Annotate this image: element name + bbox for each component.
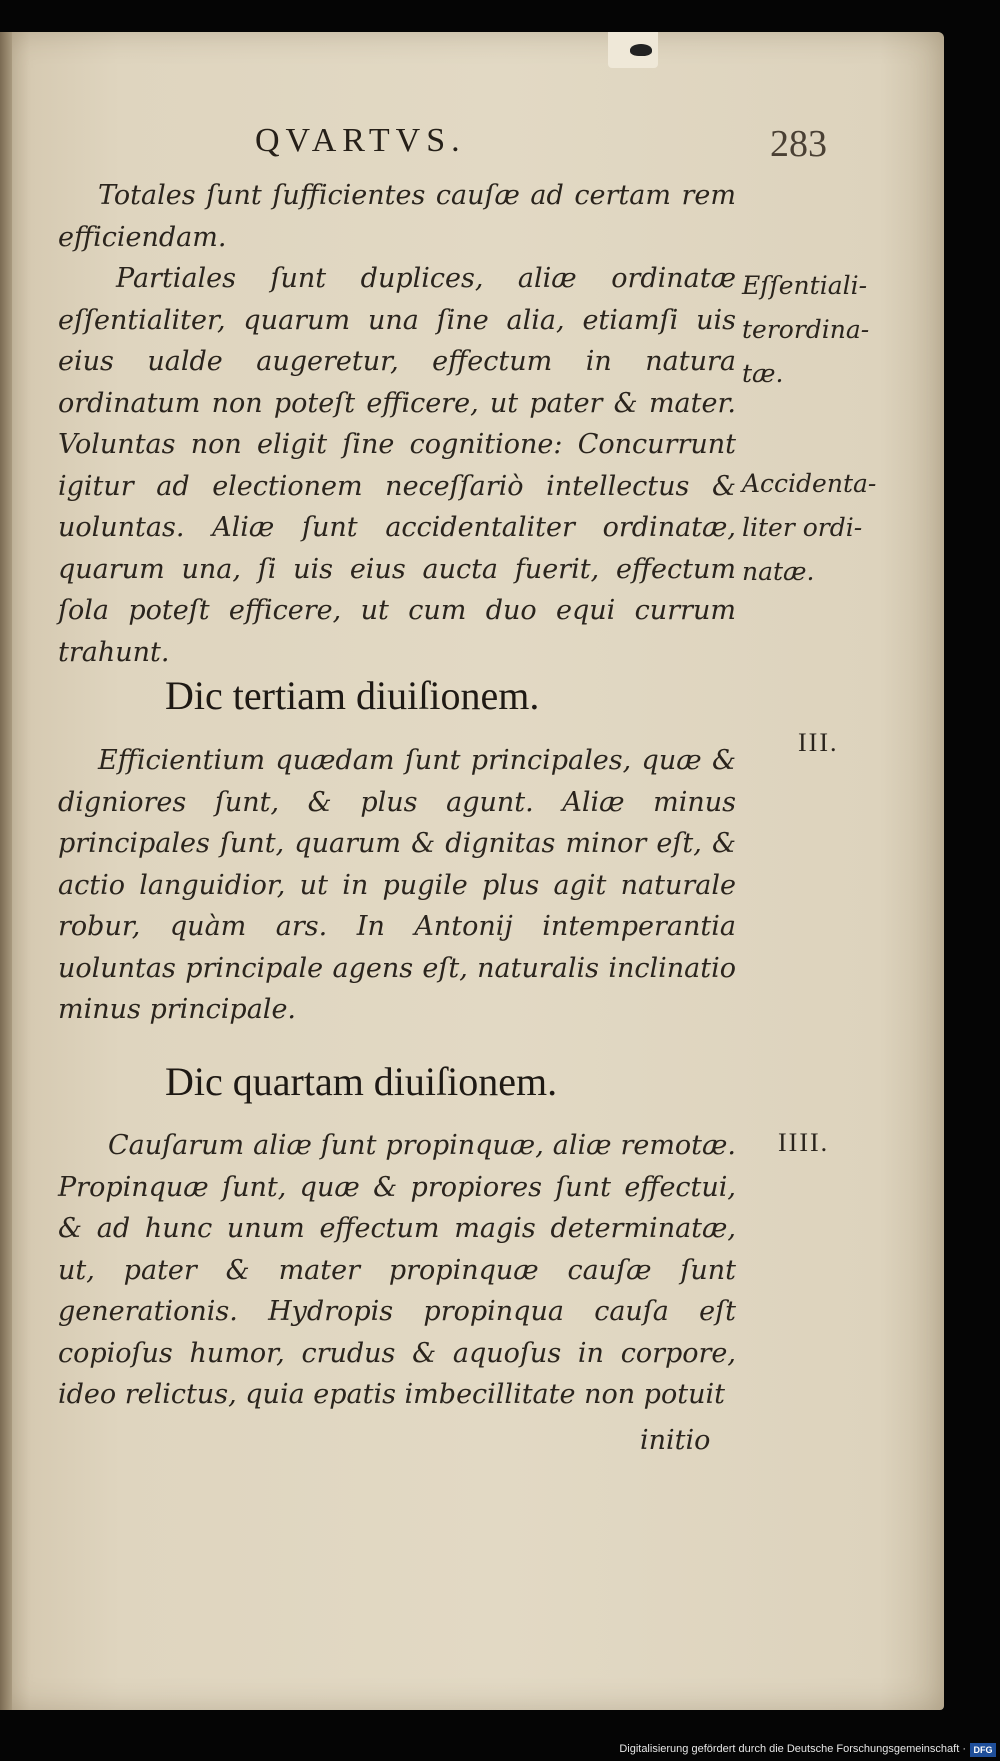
page-gutter-edge: [0, 32, 12, 1710]
footer-bar: [0, 1740, 1000, 1761]
catchword: initio: [640, 1425, 711, 1456]
paragraph-totales: Totales ſunt ſufficientes cauſæ ad certam rem efficiendam.: [58, 180, 736, 253]
heading-quartam: Dic quartam diuiſionem.: [165, 1059, 558, 1104]
folio-number: 283: [770, 123, 827, 165]
heading-tertiam: Dic tertiam diuiſionem.: [165, 673, 540, 718]
paragraph-efficientium: Efficientium quædam ſunt principales, quæ & digniores ſunt, & plus agunt. Aliæ minus principales ſunt, quarum & dignitas minor eſt, & actio languidior, ut in pugile plus agit naturale robur, quàm ars. In Antonij intemperantia uoluntas principale agens eſt, naturalis inclinatio minus principale.: [58, 745, 736, 1025]
footer-credit: Digitalisierung gefördert durch die Deutsche Forschungsgemeinschaft ·: [619, 1743, 966, 1755]
paragraph-causarum: Cauſarum aliæ ſunt propinquæ, aliæ remotæ. Propinquæ ſunt, quæ & propiores ſunt effectui, & ad hunc unum effectum magis determinatæ, ut, pater & mater propinquæ cauſæ ſunt generationis. Hydropis propinqua cauſa eſt copioſus humor, crudus & aquoſus in corpore, ideo relictus, quia epatis imbecillitate non potuit: [58, 1130, 736, 1410]
ink-mark-icon: [630, 44, 652, 56]
margin-numeral-3: III.: [798, 728, 839, 757]
margin-numeral-4: IIII.: [778, 1128, 830, 1157]
page-header: [0, 122, 944, 172]
margin-note-accidentaliter: Accidenta-liter ordi-natæ.: [742, 469, 877, 586]
paragraph-partiales: Partiales ſunt duplices, aliæ ordinatæ eſſentialiter, quarum una ſine alia, etiamſi uis eius ualde augeretur, effectum in natura ordinatum non poteſt efficere, ut pater & mater. Voluntas non eligit ſine cognitione: Concurrunt igitur ad electionem neceſſariò intellectus & uoluntas. Aliæ ſunt accidentaliter ordinatæ, quarum una, ſi uis eius aucta fuerit, effectum ſola poteſt efficere, ut cum duo equi currum trahunt.: [58, 263, 736, 668]
running-head: QVARTVS.: [255, 122, 466, 159]
dfg-logo: DFG: [970, 1743, 996, 1757]
margin-note-essentialiter: Eſſentiali-terordina-tæ.: [742, 271, 870, 388]
